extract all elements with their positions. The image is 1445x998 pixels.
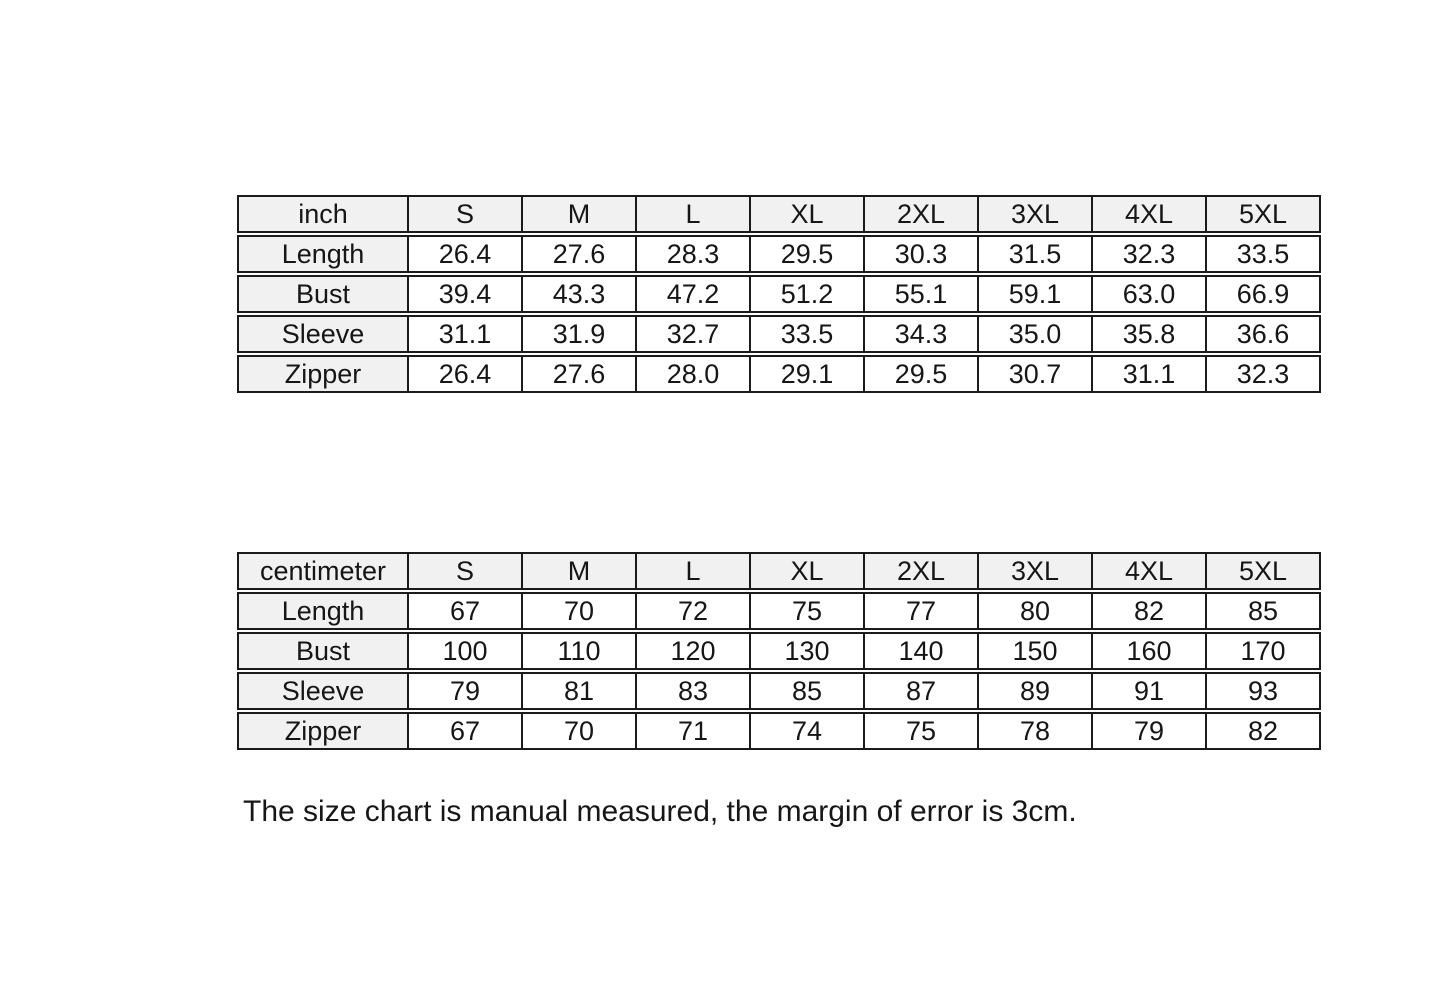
- value-cell: 29.1: [751, 355, 865, 393]
- size-header-cell-3xl: 3XL: [979, 552, 1093, 590]
- value-cell: 140: [865, 632, 979, 670]
- value-cell: 31.1: [1093, 355, 1207, 393]
- value-cell: 29.5: [751, 235, 865, 273]
- value-cell: 75: [865, 712, 979, 750]
- size-header-cell-s: S: [409, 195, 523, 233]
- measure-label-cell: Sleeve: [237, 672, 409, 710]
- value-cell: 120: [637, 632, 751, 670]
- size-header-cell-xl: XL: [751, 195, 865, 233]
- value-cell: 27.6: [523, 355, 637, 393]
- value-cell: 29.5: [865, 355, 979, 393]
- value-cell: 110: [523, 632, 637, 670]
- table-row-length: [237, 235, 1321, 273]
- value-cell: 55.1: [865, 275, 979, 313]
- size-header-cell-5xl: 5XL: [1207, 195, 1321, 233]
- value-cell: 31.9: [523, 315, 637, 353]
- measure-label-cell: Length: [237, 592, 409, 630]
- value-cell: 93: [1207, 672, 1321, 710]
- value-cell: 71: [637, 712, 751, 750]
- value-cell: 89: [979, 672, 1093, 710]
- value-cell: 33.5: [751, 315, 865, 353]
- size-header-cell-s: S: [409, 552, 523, 590]
- value-cell: 70: [523, 712, 637, 750]
- value-cell: 83: [637, 672, 751, 710]
- value-cell: 63.0: [1093, 275, 1207, 313]
- value-cell: 36.6: [1207, 315, 1321, 353]
- value-cell: 67: [409, 712, 523, 750]
- measure-label-cell: Length: [237, 235, 409, 273]
- value-cell: 81: [523, 672, 637, 710]
- size-header-cell-2xl: 2XL: [865, 195, 979, 233]
- measure-label-cell: Bust: [237, 275, 409, 313]
- cm-table-header-row: [237, 552, 1321, 590]
- value-cell: 170: [1207, 632, 1321, 670]
- value-cell: 35.8: [1093, 315, 1207, 353]
- value-cell: 51.2: [751, 275, 865, 313]
- value-cell: 31.5: [979, 235, 1093, 273]
- value-cell: 32.3: [1207, 355, 1321, 393]
- value-cell: 67: [409, 592, 523, 630]
- size-header-cell-3xl: 3XL: [979, 195, 1093, 233]
- size-header-cell-2xl: 2XL: [865, 552, 979, 590]
- value-cell: 28.3: [637, 235, 751, 273]
- value-cell: 74: [751, 712, 865, 750]
- value-cell: 30.7: [979, 355, 1093, 393]
- value-cell: 59.1: [979, 275, 1093, 313]
- value-cell: 82: [1093, 592, 1207, 630]
- value-cell: 34.3: [865, 315, 979, 353]
- value-cell: 85: [1207, 592, 1321, 630]
- value-cell: 33.5: [1207, 235, 1321, 273]
- size-header-cell-4xl: 4XL: [1093, 195, 1207, 233]
- value-cell: 82: [1207, 712, 1321, 750]
- note-text: The size chart is manual measured, the margin of error is 3cm.: [243, 795, 1077, 828]
- table-row-sleeve: [237, 315, 1321, 353]
- table-row-zipper: [237, 355, 1321, 393]
- measure-label-cell: Sleeve: [237, 315, 409, 353]
- unit-header-cell: centimeter: [237, 552, 409, 590]
- value-cell: 79: [1093, 712, 1207, 750]
- value-cell: 39.4: [409, 275, 523, 313]
- value-cell: 32.7: [637, 315, 751, 353]
- table-row-bust: [237, 275, 1321, 313]
- size-header-cell-l: L: [637, 552, 751, 590]
- value-cell: 79: [409, 672, 523, 710]
- size-header-cell-m: M: [523, 552, 637, 590]
- size-header-cell-m: M: [523, 195, 637, 233]
- value-cell: 35.0: [979, 315, 1093, 353]
- value-cell: 150: [979, 632, 1093, 670]
- value-cell: 77: [865, 592, 979, 630]
- measure-label-cell: Bust: [237, 632, 409, 670]
- table-row-sleeve: [237, 672, 1321, 710]
- size-header-cell-5xl: 5XL: [1207, 552, 1321, 590]
- value-cell: 130: [751, 632, 865, 670]
- size-header-cell-xl: XL: [751, 552, 865, 590]
- value-cell: 70: [523, 592, 637, 630]
- measure-label-cell: Zipper: [237, 712, 409, 750]
- value-cell: 100: [409, 632, 523, 670]
- centimeter-size-table: [237, 550, 1321, 752]
- table-row-bust: [237, 632, 1321, 670]
- value-cell: 66.9: [1207, 275, 1321, 313]
- unit-header-cell: inch: [237, 195, 409, 233]
- size-header-cell-l: L: [637, 195, 751, 233]
- measure-label-cell: Zipper: [237, 355, 409, 393]
- value-cell: 72: [637, 592, 751, 630]
- value-cell: 28.0: [637, 355, 751, 393]
- value-cell: 85: [751, 672, 865, 710]
- value-cell: 32.3: [1093, 235, 1207, 273]
- value-cell: 75: [751, 592, 865, 630]
- value-cell: 91: [1093, 672, 1207, 710]
- table-row-zipper: [237, 712, 1321, 750]
- size-header-cell-4xl: 4XL: [1093, 552, 1207, 590]
- value-cell: 47.2: [637, 275, 751, 313]
- inch-size-table: [237, 193, 1321, 395]
- value-cell: 26.4: [409, 235, 523, 273]
- value-cell: 87: [865, 672, 979, 710]
- value-cell: 160: [1093, 632, 1207, 670]
- value-cell: 30.3: [865, 235, 979, 273]
- value-cell: 78: [979, 712, 1093, 750]
- value-cell: 26.4: [409, 355, 523, 393]
- value-cell: 31.1: [409, 315, 523, 353]
- value-cell: 80: [979, 592, 1093, 630]
- table-row-length: [237, 592, 1321, 630]
- value-cell: 43.3: [523, 275, 637, 313]
- value-cell: 27.6: [523, 235, 637, 273]
- inch-table-header-row: [237, 195, 1321, 233]
